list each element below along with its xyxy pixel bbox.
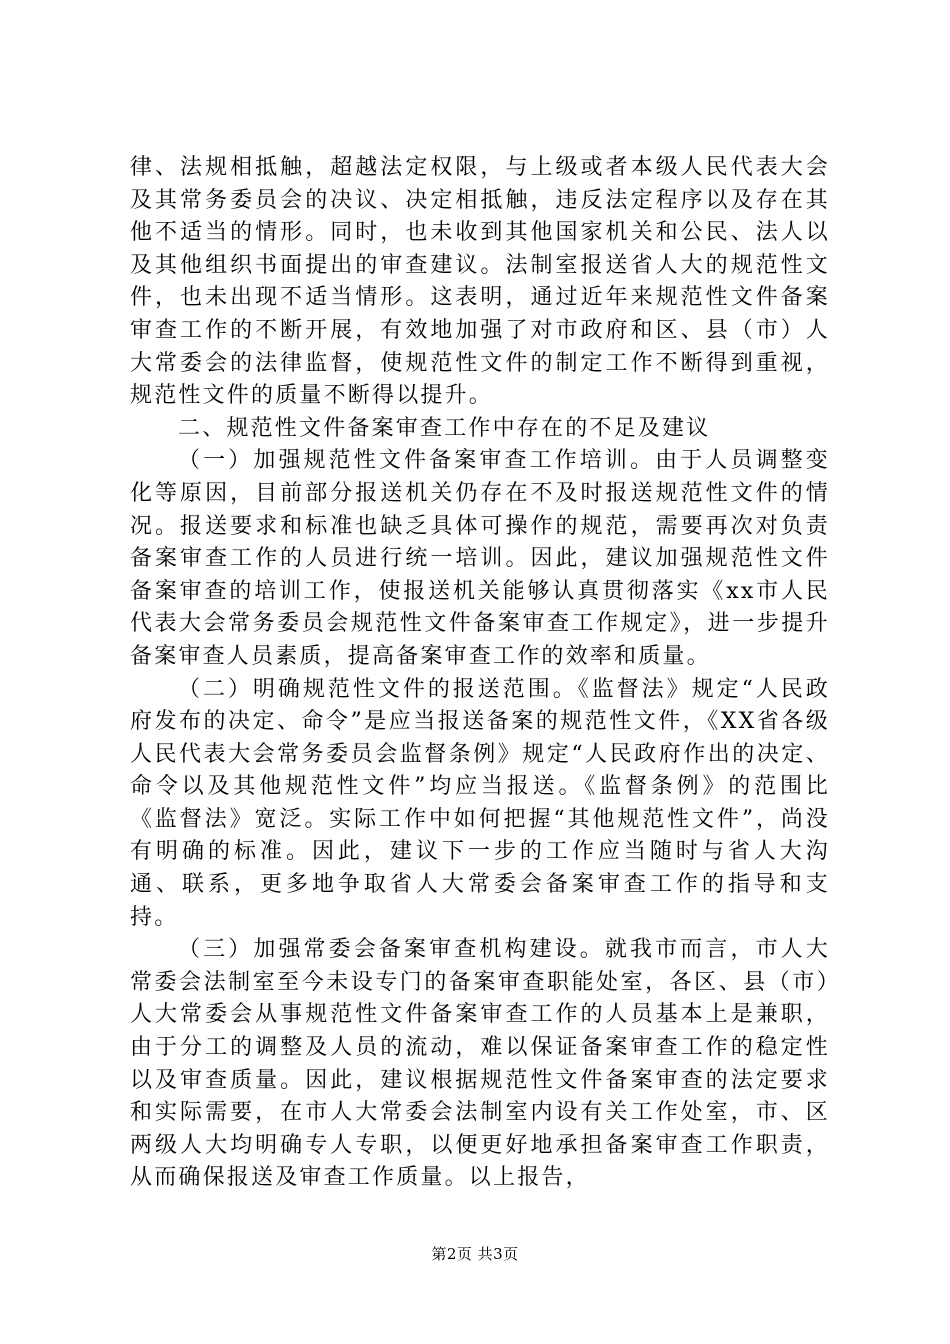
page-number-footer: 第2页 共3页 [431,1245,519,1263]
paragraph-continuation: 律、法规相抵触，超越法定权限，与上级或者本级人民代表大会及其常务委员会的决议、决定相抵触，违反法定程序以及存在其他不适当的情形。同时，也未收到其他国家机关和公民、法人以及其他组织书面提出的审查建议。法制室报送省人大的规范性文件，也未出现不适当情形。这表明，通过近年来规范性文件备案审查工作的不断开展，有效地加强了对市政府和区、县（市）人大常委会的法律监督，使规范性文件的制定工作不断得到重视，规范性文件的质量不断得以提升。 [130,155,830,409]
paragraph-suggestion-3: （三）加强常委会备案审查机构建设。就我市而言，市人大常委会法制室至今未设专门的备案审查职能处室，各区、县（市）人大常委会从事规范性文件备案审查工作的人员基本上是兼职，由于分工的调整及人员的流动，难以保证备案审查工作的稳定性以及审查质量。因此，建议根据规范性文件备案审查的法定要求和实际需要，在市人大常委会法制室内设有关工作处室，市、区两级人大均明确专人专职，以便更好地承担备案审查工作职责，从而确保报送及审查工作质量。以上报告， [130,937,830,1191]
paragraph-suggestion-2: （二）明确规范性文件的报送范围。《监督法》规定“人民政府发布的决定、命令”是应当报送备案的规范性文件，《XX省各级人民代表大会常务委员会监督条例》规定“人民政府作出的决定、命令以及其他规范性文件”均应当报送。《监督条例》的范围比《监督法》宽泛。实际工作中如何把握“其他规范性文件”，尚没有明确的标准。因此，建议下一步的工作应当随时与省人大沟通、联系，更多地争取省人大常委会备案审查工作的指导和支持。 [130,676,830,930]
section-heading: 二、规范性文件备案审查工作中存在的不足及建议 [178,415,711,441]
paragraph-suggestion-1: （一）加强规范性文件备案审查工作培训。由于人员调整变化等原因，目前部分报送机关仍存在不及时报送规范性文件的情况。报送要求和标准也缺乏具体可操作的规范，需要再次对负责备案审查工作的人员进行统一培训。因此，建议加强规范性文件备案审查的培训工作，使报送机关能够认真贯彻落实《xx市人民代表大会常务委员会规范性文件备案审查工作规定》，进一步提升备案审查人员素质，提高备案审查工作的效率和质量。 [130,448,830,669]
document-body [130,152,830,1195]
